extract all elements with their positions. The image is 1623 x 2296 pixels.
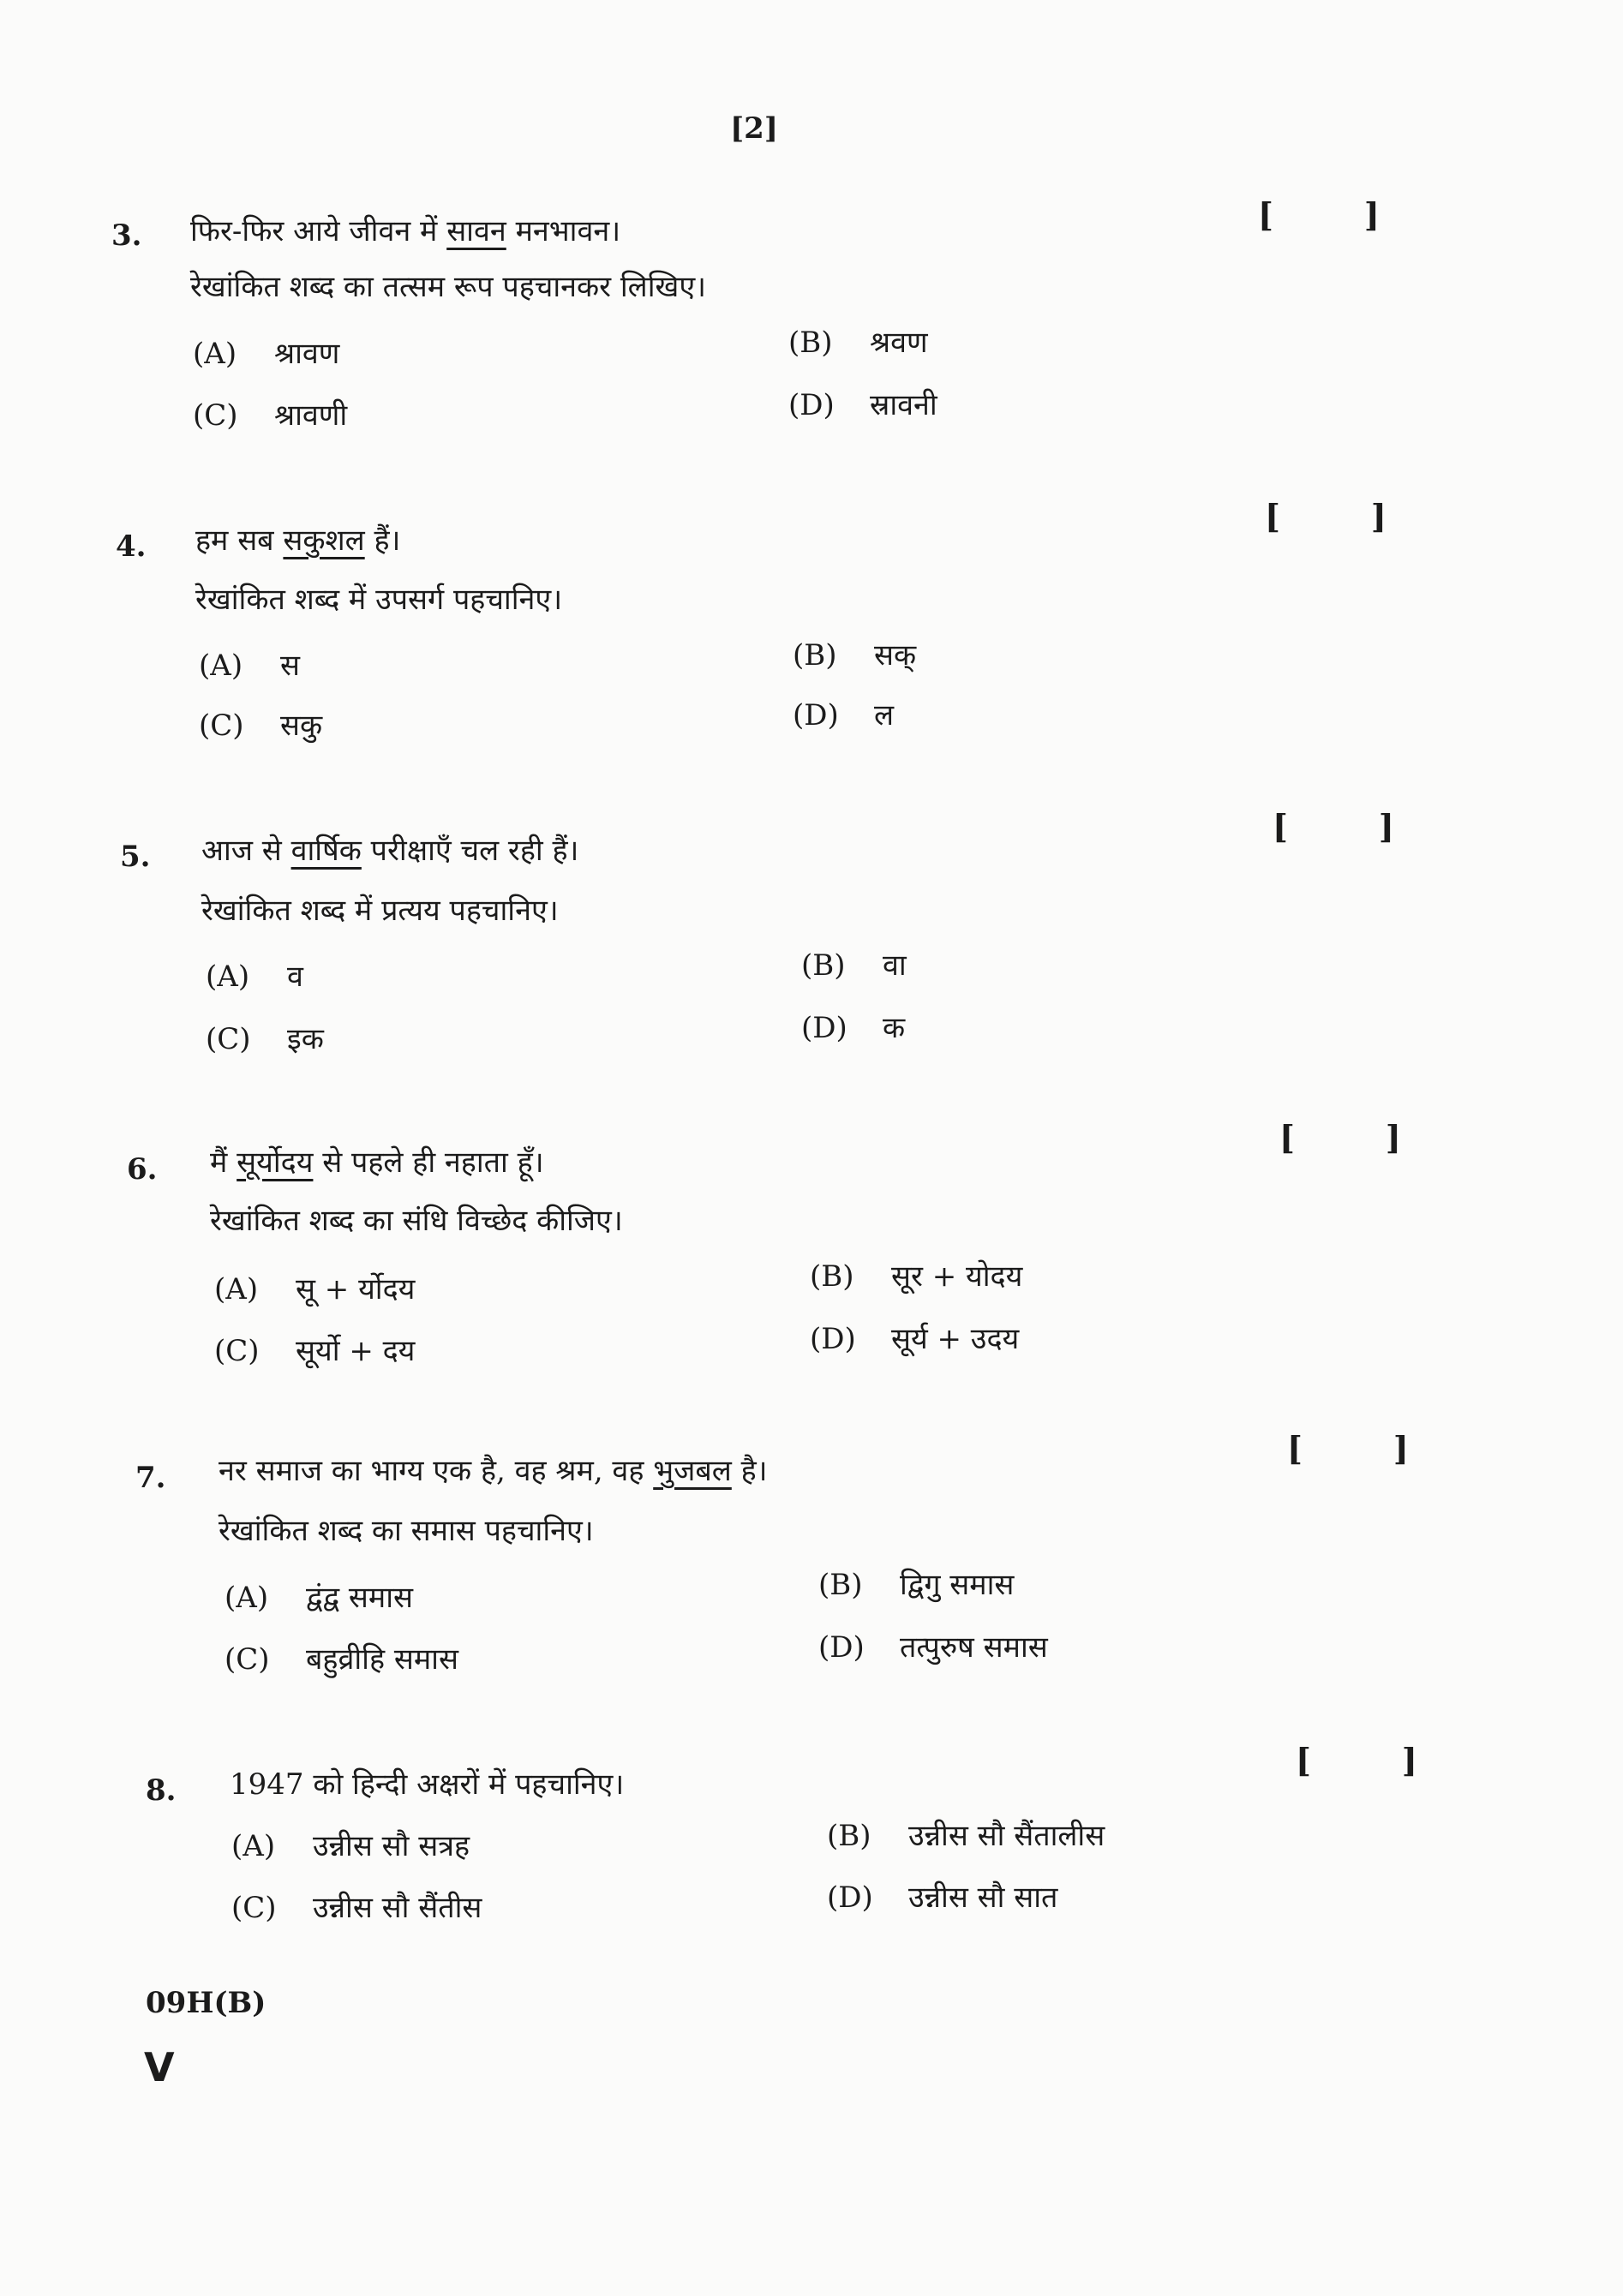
question-sentence	[210, 1141, 544, 1181]
question-number: 6.	[127, 1152, 158, 1187]
answer-box[interactable]: [ ]	[1296, 1741, 1417, 1779]
sentence-text: है।	[731, 1454, 768, 1488]
question-sentence	[219, 1450, 768, 1489]
option-d: (D) ल	[793, 698, 895, 732]
question-number: 4.	[116, 529, 147, 564]
option-c: (C) उन्नीस सौ सैंतीस	[231, 1891, 482, 1925]
question-instruction: रेखांकित शब्द का समास पहचानिए।	[219, 1514, 594, 1548]
answer-box[interactable]: [ ]	[1287, 1429, 1409, 1468]
paper-code: 09H(B)	[146, 1986, 267, 2020]
option-b: (B) श्रवण	[788, 326, 928, 360]
question-number: 3.	[111, 218, 142, 253]
option-d: (D) तत्पुरुष समास	[818, 1630, 1048, 1665]
sentence-text: मनभावन।	[506, 214, 621, 248]
option-b: (B) उन्नीस सौ सैंतालीस	[827, 1819, 1105, 1853]
answer-box[interactable]: [ ]	[1279, 1118, 1401, 1157]
sentence-text: से पहले ही नहाता हूँ।	[313, 1145, 544, 1180]
underlined-word: सावन	[446, 214, 506, 248]
sentence-text: हैं।	[364, 523, 401, 558]
option-a: (A) श्रावण	[193, 337, 340, 371]
option-a: (A) द्वंद्व समास	[225, 1581, 414, 1615]
option-d: (D) उन्नीस सौ सात	[827, 1880, 1058, 1915]
underlined-word: सूर्योदय	[237, 1145, 314, 1180]
option-b: (B) वा	[801, 948, 907, 983]
series-mark: V	[144, 2044, 175, 2090]
question-instruction: रेखांकित शब्द का संधि विच्छेद कीजिए।	[210, 1204, 623, 1238]
option-b: (B) सूर + योदय	[810, 1259, 1023, 1294]
option-a: (A) उन्नीस सौ सत्रह	[231, 1829, 470, 1863]
question-instruction: रेखांकित शब्द का तत्सम रूप पहचानकर लिखिए।	[190, 270, 707, 304]
question-sentence	[201, 829, 578, 869]
option-b: (B) द्विगु समास	[818, 1568, 1015, 1602]
sentence-text: आज से	[201, 834, 291, 868]
question-number: 5.	[120, 840, 151, 874]
question-number: 8.	[146, 1773, 177, 1808]
answer-box[interactable]: [ ]	[1258, 195, 1380, 234]
option-a: (A) स	[199, 649, 300, 683]
page-number: [2]	[730, 111, 778, 146]
question-number: 7.	[135, 1461, 166, 1495]
underlined-word: भुजबल	[653, 1454, 732, 1488]
option-d: (D) स्रावनी	[788, 388, 937, 422]
sentence-text: परीक्षाएँ चल रही हैं।	[361, 834, 579, 868]
question-instruction: रेखांकित शब्द में प्रत्यय पहचानिए।	[201, 894, 559, 928]
question-instruction: रेखांकित शब्द में उपसर्ग पहचानिए।	[195, 583, 563, 617]
question-sentence	[195, 519, 400, 559]
question-sentence	[190, 210, 620, 249]
option-b: (B) सक्	[793, 638, 917, 673]
sentence-text: नर समाज का भाग्य एक है, वह श्रम, वह	[219, 1454, 654, 1488]
option-c: (C) सकु	[199, 709, 323, 743]
answer-box[interactable]: [ ]	[1265, 497, 1386, 535]
option-c: (C) श्रावणी	[193, 398, 348, 433]
question-sentence: 1947 को हिन्दी अक्षरों में पहचानिए।	[230, 1767, 625, 1802]
sentence-text: हम सब	[195, 523, 284, 558]
option-c: (C) सूर्यो + दय	[214, 1334, 416, 1368]
option-d: (D) सूर्य + उदय	[810, 1322, 1020, 1356]
sentence-text: फिर-फिर आये जीवन में	[190, 214, 447, 248]
answer-box[interactable]: [ ]	[1273, 807, 1394, 846]
underlined-word: वार्षिक	[290, 834, 362, 868]
option-a: (A) व	[206, 960, 303, 994]
option-a: (A) सू + र्योदय	[214, 1272, 416, 1306]
option-c: (C) इक	[206, 1022, 324, 1056]
option-c: (C) बहुव्रीहि समास	[225, 1642, 458, 1677]
underlined-word: सकुशल	[283, 523, 365, 558]
sentence-text: मैं	[210, 1145, 237, 1180]
option-d: (D) क	[801, 1011, 906, 1045]
